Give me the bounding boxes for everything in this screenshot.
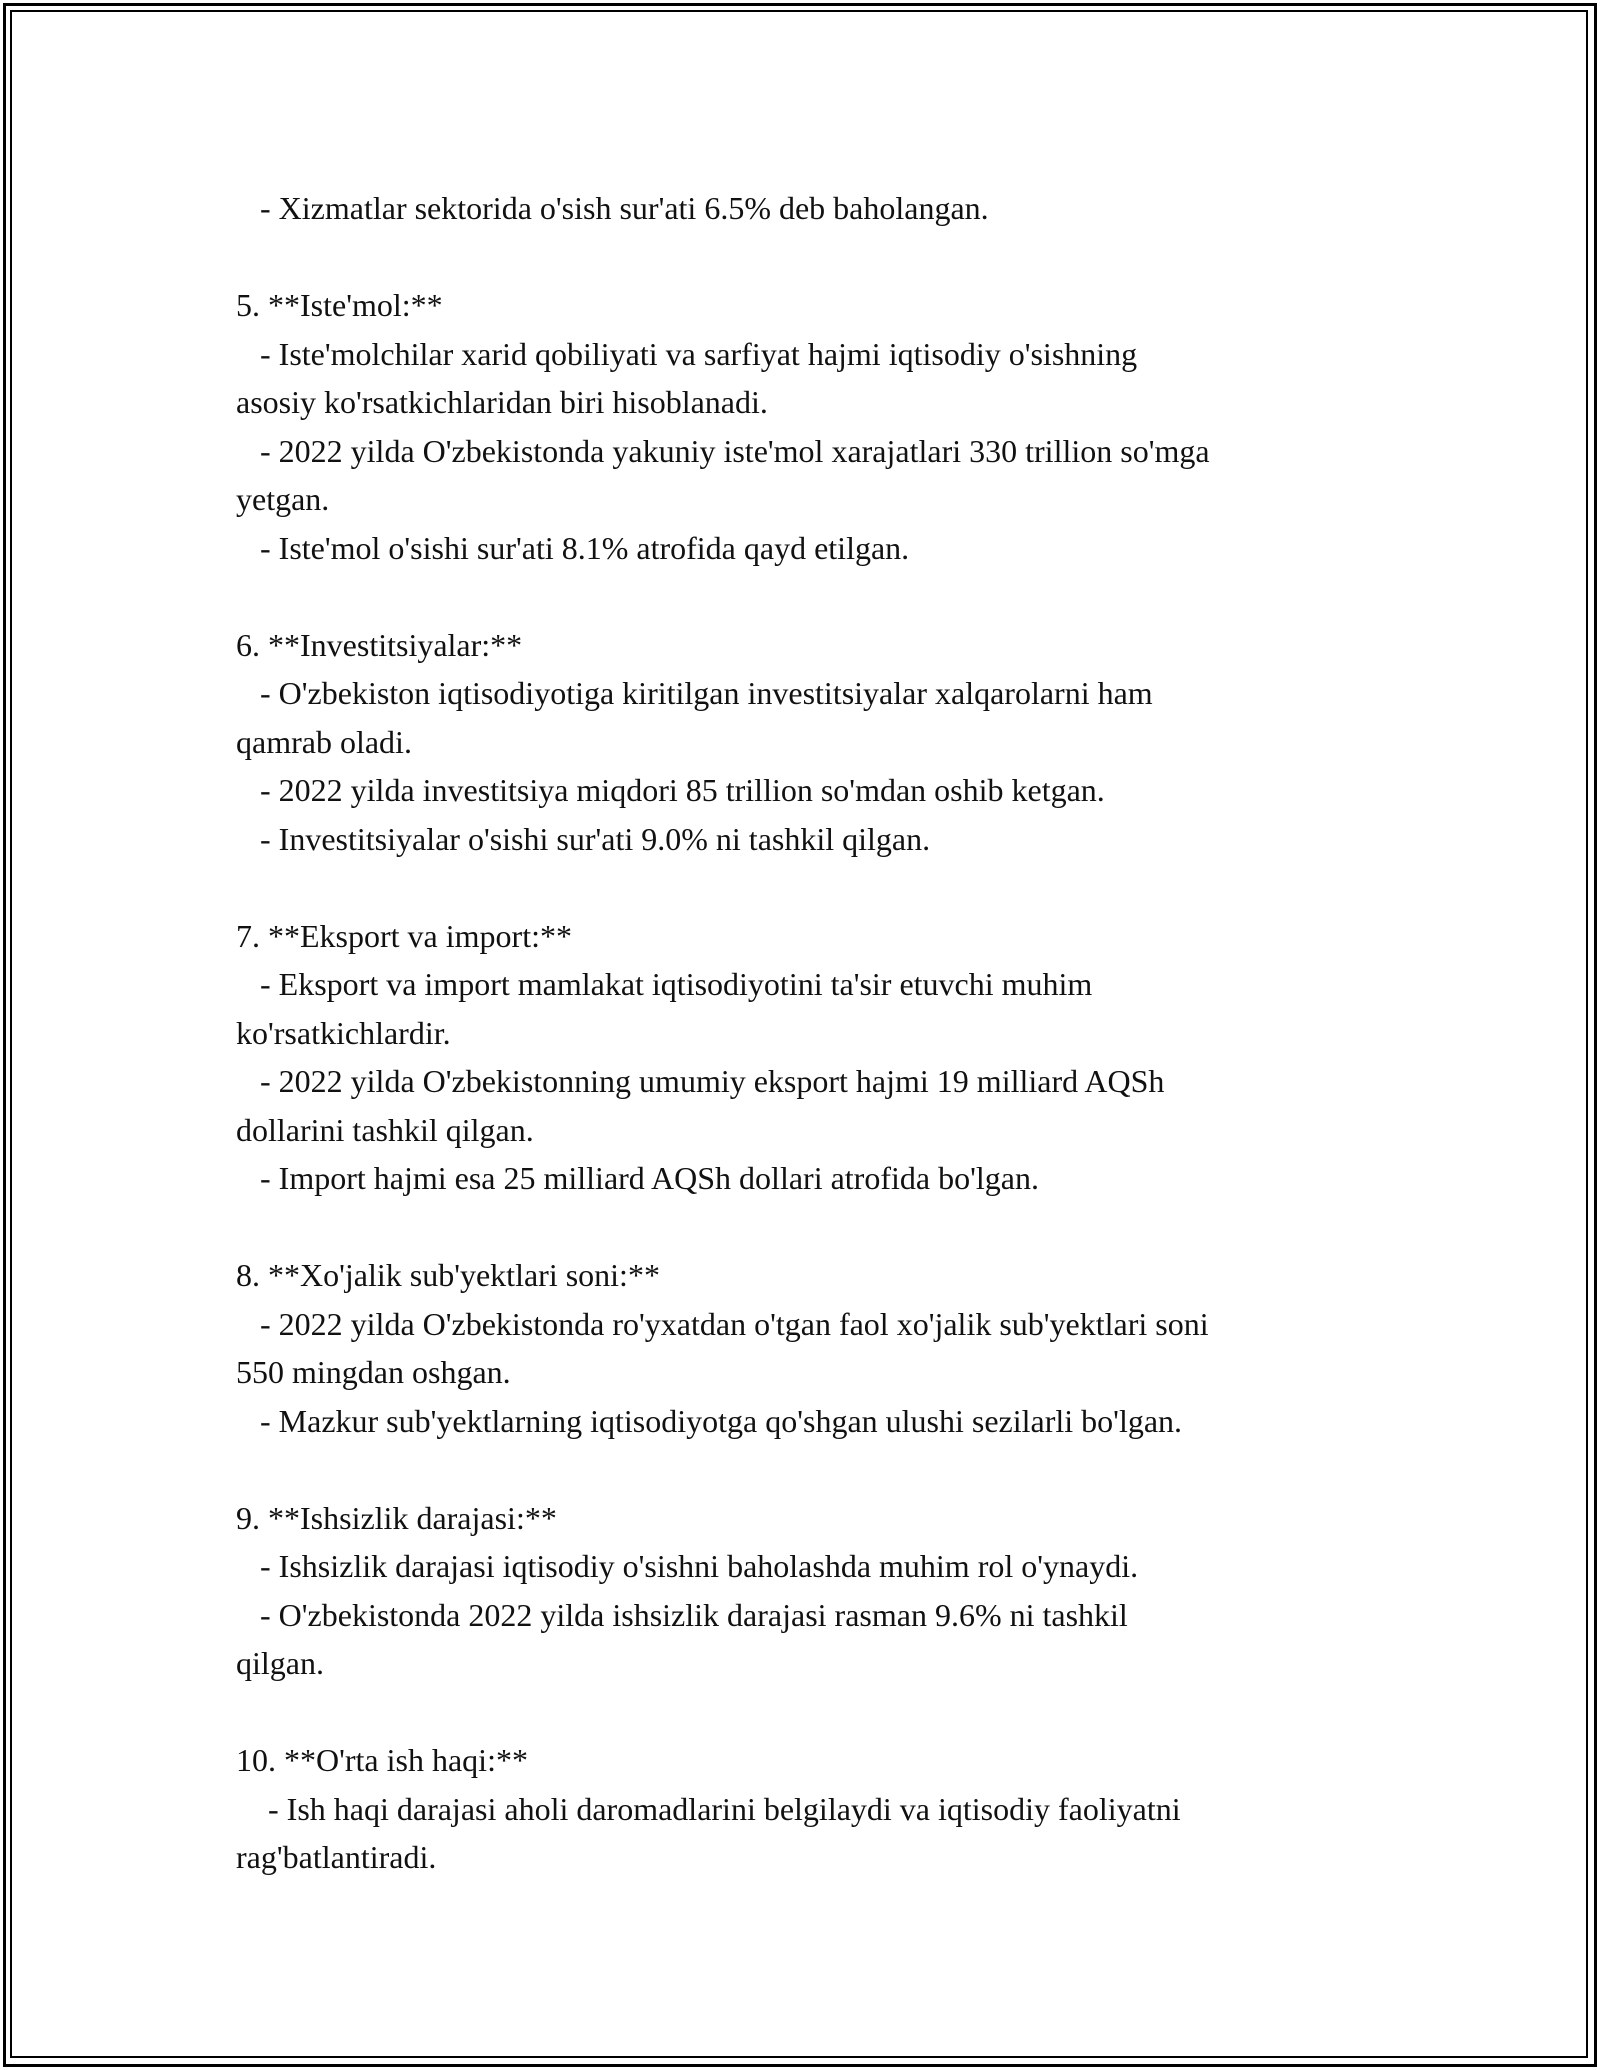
text-line: - Iste'molchilar xarid qobiliyati va sarfiyat hajmi iqtisodiy o'sishning	[236, 335, 1138, 372]
blank-line	[236, 233, 1366, 282]
text-line: - 2022 yilda O'zbekistonning umumiy eksport hajmi 19 milliard AQSh	[236, 1063, 1165, 1099]
blank-line	[236, 1445, 1366, 1494]
text-line: - Import hajmi esa 25 milliard AQSh dollari atrofida bo'lgan.	[236, 1160, 1039, 1196]
text-line: 6. **Investitsiyalar:**	[236, 626, 523, 663]
text-line: - Ishsizlik darajasi iqtisodiy o'sishni baholashda muhim rol o'ynaydi.	[236, 1548, 1139, 1584]
text-line: 10. **O'rta ish haqi:**	[236, 1742, 528, 1778]
text-line: dollarini tashkil qilgan.	[236, 1111, 534, 1148]
text-line: 8. **Xo'jalik sub'yektlari soni:**	[236, 1257, 660, 1293]
text-line: - 2022 yilda O'zbekistonda ro'yxatdan o'tgan faol xo'jalik sub'yektlari soni	[236, 1305, 1209, 1342]
text-line: - Eksport va import mamlakat iqtisodiyotini ta'sir etuvchi muhim	[236, 966, 1093, 1002]
text-line: qamrab oladi.	[236, 723, 412, 760]
text-line: 5. **Iste'mol:**	[236, 287, 443, 323]
blank-line	[236, 863, 1366, 912]
text-line: - O'zbekiston iqtisodiyotiga kiritilgan investitsiyalar xalqarolarni ham	[236, 675, 1153, 711]
text-line: - 2022 yilda O'zbekistonda yakuniy iste'mol xarajatlari 330 trillion so'mga	[236, 432, 1210, 469]
text-line: - Ish haqi darajasi aholi daromadlarini belgilaydi va iqtisodiy faoliyatni	[236, 1790, 1181, 1827]
text-line: - 2022 yilda investitsiya miqdori 85 trillion so'mdan oshib ketgan.	[236, 772, 1105, 808]
text-line: qilgan.	[236, 1645, 324, 1681]
text-line: - Iste'mol o'sishi sur'ati 8.1% atrofida qayd etilgan.	[236, 529, 910, 566]
text-line: rag'batlantiradi.	[236, 1839, 437, 1875]
text-line: - O'zbekistonda 2022 yilda ishsizlik darajasi rasman 9.6% ni tashkil	[236, 1596, 1128, 1633]
text-line: - Investitsiyalar o'sishi sur'ati 9.0% ni tashkil qilgan.	[236, 820, 931, 857]
blank-line	[236, 1688, 1366, 1737]
blank-line	[236, 1203, 1366, 1252]
text-line: 7. **Eksport va import:**	[236, 917, 572, 954]
text-line: yetgan.	[236, 481, 330, 517]
text-line: asosiy ko'rsatkichlaridan biri hisoblanadi.	[236, 384, 768, 420]
text-line: - Mazkur sub'yektlarning iqtisodiyotga qo'shgan ulushi sezilarli bo'lgan.	[236, 1402, 1183, 1439]
text-line: 550 mingdan oshgan.	[236, 1354, 511, 1390]
document-body	[236, 184, 1366, 1882]
text-line: ko'rsatkichlardir.	[236, 1014, 451, 1051]
blank-line	[236, 572, 1366, 621]
text-line: - Xizmatlar sektorida o'sish sur'ati 6.5% deb baholangan.	[236, 190, 989, 226]
text-line: 9. **Ishsizlik darajasi:**	[236, 1499, 557, 1536]
